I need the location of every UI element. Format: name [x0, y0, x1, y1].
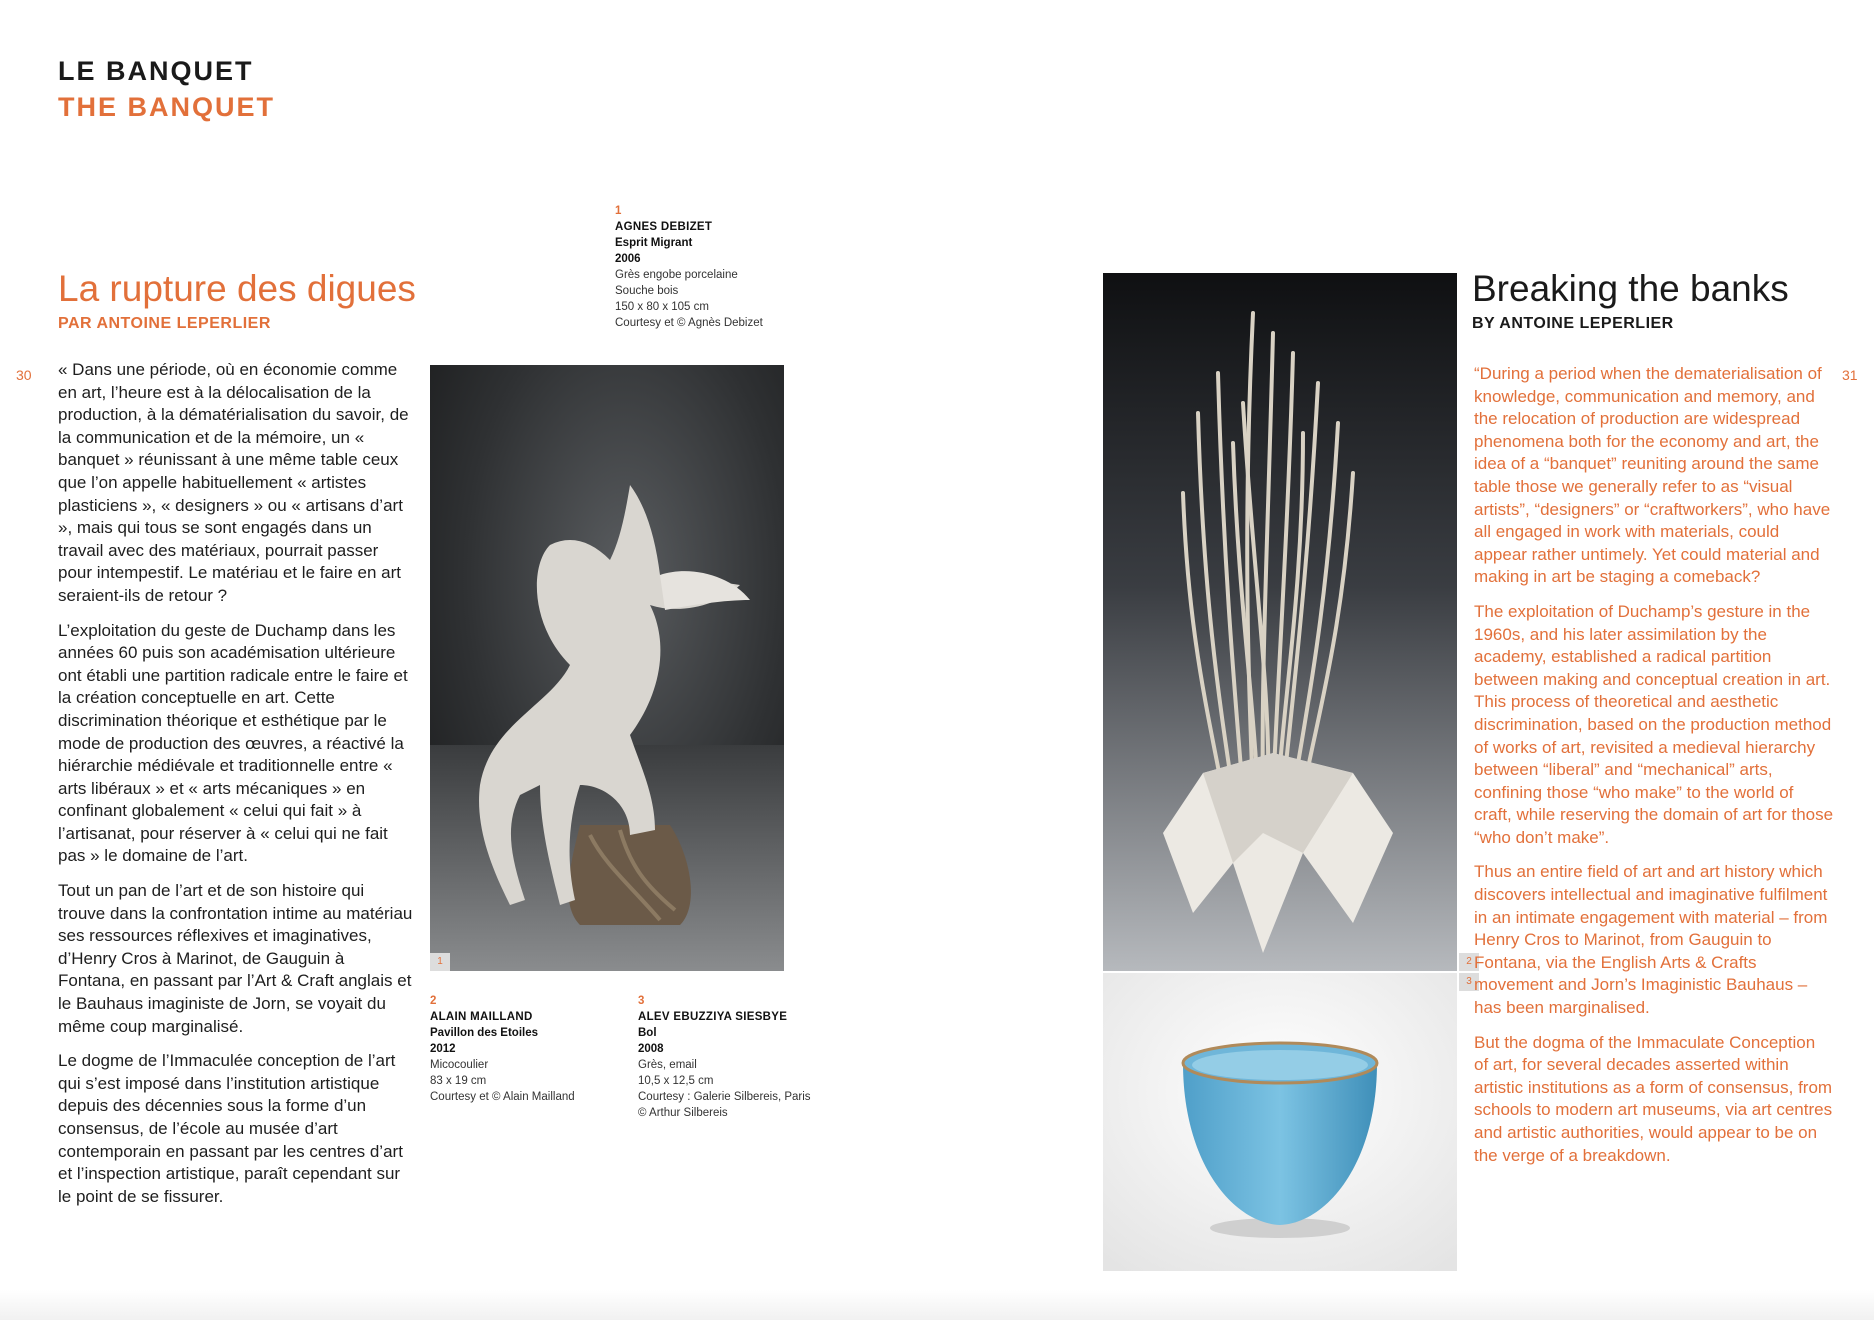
- caption-year: 2008: [638, 1043, 664, 1055]
- paragraph: The exploitation of Duchamp’s gesture in the 1960s, and his later assimilation by the academy, established a radical partition between making and conceptual creation in art. This process of theoretical and aesthetic discrimination, based on the production method of works of art, revisited a medieval hierarchy between “liberal” and “mechanical” arts, confining those “who make” to the world of craft, while reserving the domain of art for those “who don’t make”.: [1474, 601, 1834, 847]
- byline-fr: PAR ANTOINE LEPERLIER: [58, 315, 271, 332]
- caption-artist: AGNES DEBIZET: [615, 221, 713, 233]
- caption-work: Pavillon des Etoiles: [430, 1027, 539, 1039]
- caption-3: [638, 993, 858, 1121]
- caption-line: Courtesy et © Agnès Debizet: [615, 317, 763, 329]
- caption-line: Micocoulier: [430, 1059, 489, 1071]
- photo-esprit-migrant: [430, 365, 784, 971]
- paragraph: « Dans une période, où en économie comme en art, l’heure est à la délocalisation de la production, à la dématérialisation du savoir, de la communication et de la mémoire, un « banquet » réunissant à une même table ceux que l’on appelle habituellement « artistes plasticiens », « designers » ou « artisans d’art », mais qui tous se sont engagés dans un travail avec des matériaux, pourrait passer pour intempestif. Le matériau et le faire en art seraient-ils de retour ?: [58, 360, 409, 605]
- caption-line: Courtesy et © Alain Mailland: [430, 1091, 575, 1103]
- section-title-en: THE BANQUET: [58, 92, 275, 122]
- caption-1: [615, 203, 815, 331]
- paragraph: L’exploitation du geste de Duchamp dans les années 60 puis son académisation ultérieure ont établi une partition radicale entre le faire et la création conceptuelle en art. Cette discrimination théorique et esthétique par le mode de production des œuvres, a réactivé la hiérarchie médiévale et traditionnelle entre « arts libéraux » et « arts mécaniques » en confinant globalement « celui qui fait » à l’artisanat, pour réserver à « celui qui ne fait pas » le domaine de l’art.: [58, 620, 408, 866]
- page-number-right: 31: [1842, 367, 1858, 383]
- caption-year: 2006: [615, 253, 641, 265]
- sculpture-image: [430, 365, 784, 971]
- photo-bol: [1103, 973, 1472, 1271]
- caption-year: 2012: [430, 1043, 456, 1055]
- photo-pavillon-des-etoiles: [1103, 273, 1472, 971]
- caption-artist: ALEV EBUZZIYA SIESBYE: [638, 1011, 788, 1023]
- caption-work: Esprit Migrant: [615, 237, 693, 249]
- article-title-fr: La rupture des digues: [58, 268, 416, 309]
- article-title-en: Breaking the banks: [1472, 268, 1789, 309]
- page-number-left: 30: [16, 367, 32, 383]
- caption-number: 2: [430, 995, 437, 1007]
- caption-line: Courtesy : Galerie Silbereis, Paris: [638, 1091, 811, 1103]
- caption-line: 83 x 19 cm: [430, 1075, 487, 1087]
- paragraph: Tout un pan de l’art et de son histoire qui trouve dans la confrontation intime au matériau ses ressources réflexives et imaginatives, d’Henry Cros à Marinot, de Gauguin à Fontana, en passant par l’Art & Craft anglais et le Bauhaus imaginiste de Jorn, se voyait du même coup marginalisé.: [58, 881, 413, 1036]
- photo-number-badge: 2: [1459, 953, 1479, 971]
- caption-line: © Arthur Silbereis: [638, 1107, 728, 1119]
- paragraph: “During a period when the dematerialisation of knowledge, communication and memory, and the relocation of production are widespread phenomena both for the economy and art, the idea of a “banquet” reuniting around the same table those we generally refer to as “visual artists”, “designers” or “craftworkers”, who have all engaged in work with materials, could appear rather untimely. Yet could material and making in art be staging a comeback?: [1474, 364, 1831, 587]
- paragraph: Thus an entire field of art and art history which discovers intellectual and imaginative fulfilment in an intimate engagement with material – from Henry Cros to Marinot, from Gauguin to Fontana, via the English Arts & Crafts movement and Jorn’s Imaginistic Bauhaus – has been marginalised.: [1474, 862, 1828, 1018]
- caption-line: 150 x 80 x 105 cm: [615, 301, 709, 313]
- caption-line: Grès, email: [638, 1059, 697, 1071]
- caption-artist: ALAIN MAILLAND: [430, 1011, 533, 1023]
- photo-number-badge: 1: [430, 953, 450, 971]
- caption-line: 10,5 x 12,5 cm: [638, 1075, 714, 1087]
- caption-number: 1: [615, 205, 622, 217]
- byline-en: BY ANTOINE LEPERLIER: [1472, 315, 1674, 332]
- caption-work: Bol: [638, 1027, 657, 1039]
- page-bottom-shadow: [0, 1290, 1874, 1320]
- paragraph: Le dogme de l’Immaculée conception de l’art qui s’est imposé dans l’institution artistique depuis des décennies sous la forme d’un consensus, de l’école au musée d’art contemporain en passant par les centres d’art et l’inspection artistique, paraît cependant sur le point de se fissurer.: [58, 1051, 403, 1206]
- bowl-image: [1103, 973, 1457, 1271]
- article-body-fr: [58, 359, 414, 1220]
- caption-number: 3: [638, 995, 645, 1007]
- caption-line: Souche bois: [615, 285, 679, 297]
- section-title-fr: LE BANQUET: [58, 56, 254, 86]
- caption-line: Grès engobe porcelaine: [615, 269, 738, 281]
- caption-2: [430, 993, 630, 1105]
- sculpture-image: [1103, 273, 1457, 971]
- photo-number-badge: 3: [1459, 973, 1479, 991]
- article-body-en: [1474, 363, 1834, 1179]
- paragraph: But the dogma of the Immaculate Conception of art, for several decades asserted within artistic institutions as a form of consensus, from schools to modern art museums, via art centres and artistic authorities, would appear to be on the verge of a breakdown.: [1474, 1032, 1833, 1165]
